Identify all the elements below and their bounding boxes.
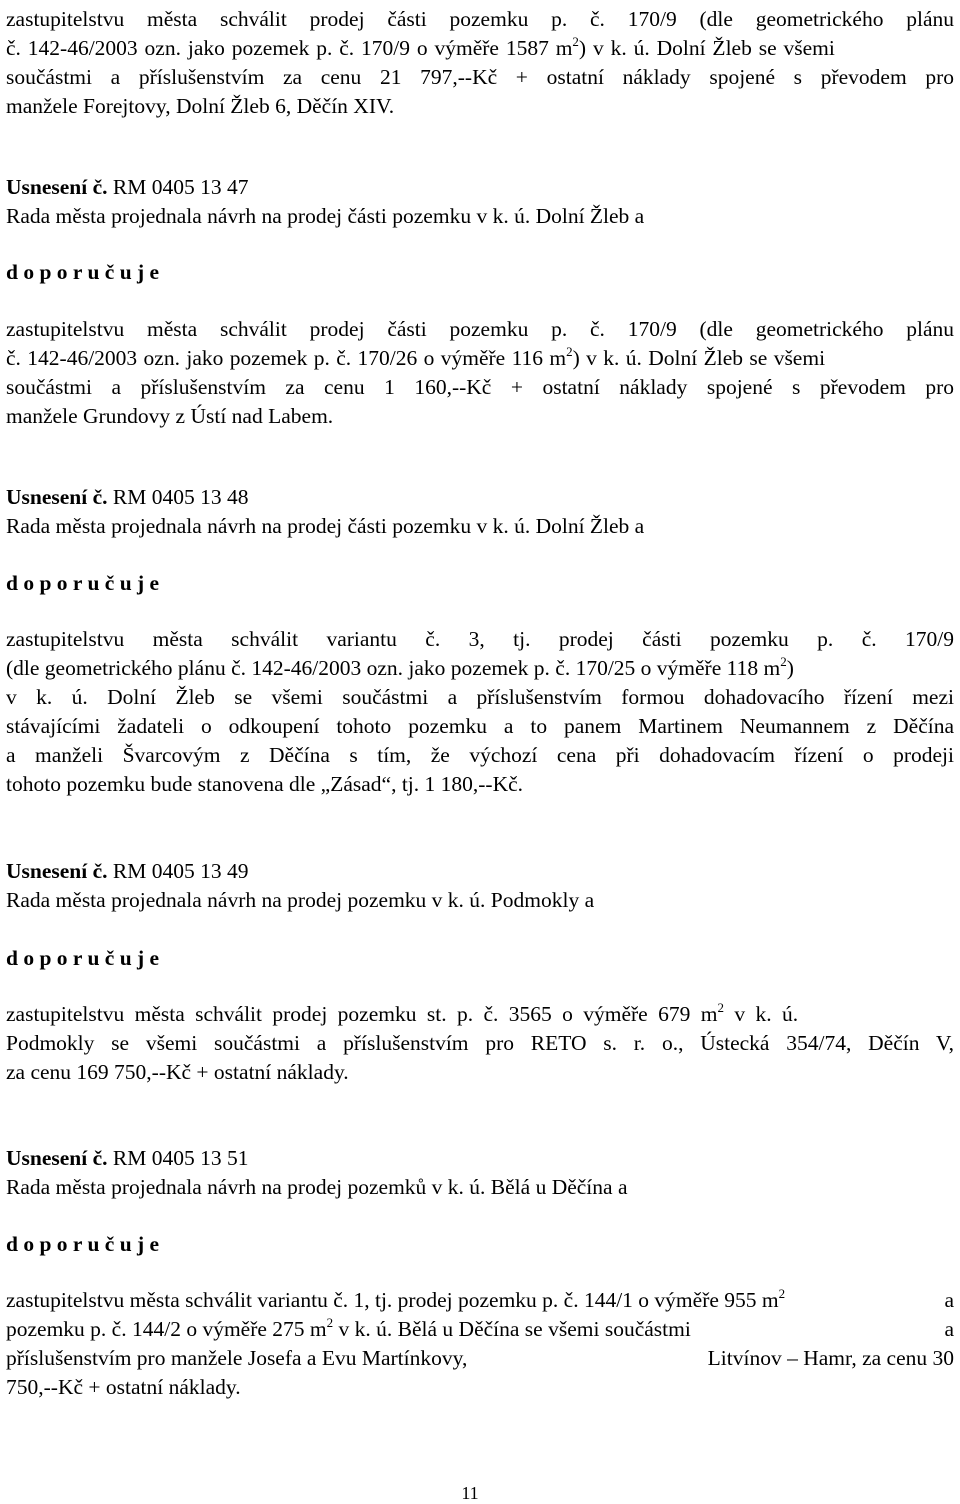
page-number: 11 [461,1483,479,1503]
resolution-47-text-3: součástmi a příslušenstvím za cenu 1 160,--Kč + ostatní náklady spojené s převodem pro [6,375,954,399]
resolution-51-heading: Usnesení č. RM 0405 13 51 [6,1146,249,1170]
intro-line-1: zastupitelstvu města schválit prodej části pozemku p. č. 170/9 (dle geometrického plánu [6,7,954,31]
resolution-48-intro: Rada města projednala návrh na prodej části pozemku v k. ú. Dolní Žleb a [6,514,645,538]
resolution-47-verb: d o p o r u č u j e [6,260,160,284]
resolution-51-text-4: 750,--Kč + ostatní náklady. [6,1375,241,1399]
resolution-47-text-1: zastupitelstvu města schválit prodej části pozemku p. č. 170/9 (dle geometrického plánu [6,317,954,341]
resolution-48-text-6: tohoto pozemku bude stanovena dle „Zásad“, tj. 1 180,--Kč. [6,772,524,796]
resolution-48-text-3: v k. ú. Dolní Žleb se všemi součástmi a příslušenstvím formou dohadovacího řízení mezi [6,685,954,709]
resolution-49-heading: Usnesení č. RM 0405 13 49 [6,859,249,883]
resolution-51-verb: d o p o r u č u j e [6,1232,160,1256]
resolution-47-text-2: č. 142-46/2003 ozn. jako pozemek p. č. 170/26 o výměře 116 $m^2$) v k. ú. Dolní Žleb se všemi [6,343,826,370]
resolution-48-text-5: a manželi Švarcovým z Děčína s tím, že výchozí cena při dohadovacím řízení o prodeji [6,743,954,767]
resolution-51-intro: Rada města projednala návrh na prodej pozemků v k. ú. Bělá u Děčína a [6,1175,628,1199]
intro-line-4: manžele Forejtovy, Dolní Žleb 6, Děčín XIV. [6,94,395,118]
resolution-48-text-1: zastupitelstvu města schválit variantu č. 3, tj. prodej části pozemku p. č. 170/9 [6,627,954,651]
resolution-47-text-4: manžele Grundovy z Ústí nad Labem. [6,404,334,428]
resolution-49-text-1: zastupitelstvu města schválit prodej pozemku st. p. č. 3565 o výměře 679 $m^2$ v k. ú. [6,999,799,1026]
resolution-48-verb: d o p o r u č u j e [6,571,160,595]
resolution-49-text-2: Podmokly se všemi součástmi a příslušenstvím pro RETO s. r. o., Ústecká 354/74, Děčín V, [6,1031,954,1055]
resolution-51-text-1: zastupitelstvu města schválit variantu č. 1, tj. prodej pozemku p. č. 144/1 o výměře 955 $m^2$ a [6,1285,954,1312]
resolution-49-intro: Rada města projednala návrh na prodej pozemku v k. ú. Podmokly a [6,888,595,912]
resolution-49-text-3: za cenu 169 750,--Kč + ostatní náklady. [6,1060,349,1084]
resolution-51-text-2: pozemku p. č. 144/2 o výměře 275 $m^2$ v k. ú. Bělá u Děčína se všemi součástmi a [6,1314,954,1341]
resolution-48-heading: Usnesení č. RM 0405 13 48 [6,485,249,509]
resolution-47-heading: Usnesení č. RM 0405 13 47 [6,175,249,199]
resolution-49-verb: d o p o r u č u j e [6,946,160,970]
intro-line-2: č. 142-46/2003 ozn. jako pozemek p. č. 170/9 o výměře 1587 $m^2$) v k. ú. Dolní Žleb se všemi [6,33,835,60]
resolution-51-text-3: příslušenstvím pro manžele Josefa a Evu Martínkovy, Litvínov – Hamr, za cenu 30 [6,1346,954,1370]
resolution-48-text-4: stávajícími žadateli o odkoupení tohoto pozemku a to panem Martinem Neumannem z Děčína [6,714,954,738]
resolution-48-text-2: (dle geometrického plánu č. 142-46/2003 ozn. jako pozemek p. č. 170/25 o výměře 118 $m^2$) [6,653,794,680]
resolution-47-intro: Rada města projednala návrh na prodej části pozemku v k. ú. Dolní Žleb a [6,204,645,228]
intro-line-3: součástmi a příslušenstvím za cenu 21 797,--Kč + ostatní náklady spojené s převodem pro [6,65,954,89]
